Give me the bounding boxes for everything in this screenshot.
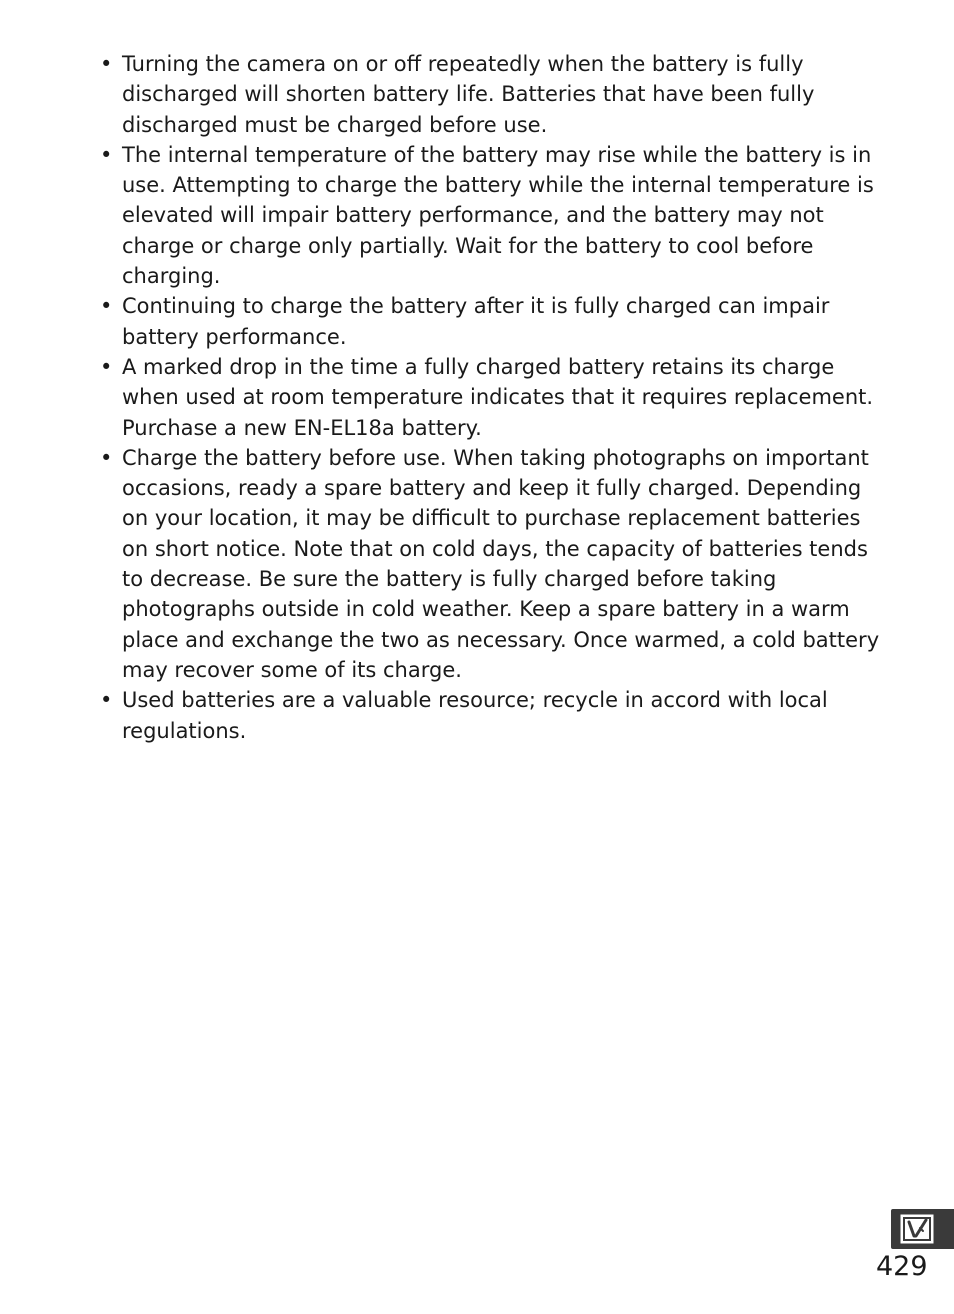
list-item [100, 443, 880, 685]
battery-precautions-list [100, 49, 880, 746]
list-item [100, 140, 880, 291]
bullet-text: Charge the battery before use. When taking photographs on important occasions, ready a spare battery and keep it fully charged. Depending on your location, it may be difficult to purchase replacement batteries on short notice. Note that on cold days, the capacity of batteries tends to decrease. Be sure the battery is fully charged before taking photographs outside in cold weather. Keep a spare battery in a warm place and exchange the two as necessary. Once warmed, a cold battery may recover some of its charge. [122, 445, 880, 682]
bullet-text: The internal temperature of the battery may rise while the battery is in use. Attempting to charge the battery while the internal temperature is elevated will impair battery performance, and the battery may not charge or charge only partially. Wait for the battery to cool before charging. [122, 142, 874, 289]
bullet-marker: • [100, 294, 113, 319]
section-tab [891, 1209, 954, 1249]
bullet-marker: • [100, 52, 113, 76]
page-number: 429 [876, 1251, 928, 1282]
bullet-marker: • [100, 142, 113, 167]
bullet-text: A marked drop in the time a fully charged battery retains its charge when used at room temperature indicates that it requires replacement. Purchase a new EN-EL18a battery. [122, 354, 874, 440]
technical-notes-icon [900, 1214, 934, 1244]
page-body [100, 49, 880, 746]
bullet-text: Continuing to charge the battery after it is fully charged can impair battery performance. [122, 294, 830, 349]
bullet-text: Turning the camera on or off repeatedly when the battery is fully discharged will shorten battery life. Batteries that have been fully discharged must be charged before use. [122, 52, 815, 137]
bullet-marker: • [100, 354, 113, 379]
list-item [100, 685, 880, 746]
bullet-marker: • [100, 688, 113, 713]
list-item [100, 49, 880, 140]
list-item [100, 352, 880, 443]
bullet-marker: • [100, 445, 113, 470]
list-item [100, 291, 880, 352]
bullet-text: Used batteries are a valuable resource; recycle in accord with local regulations. [122, 688, 828, 743]
